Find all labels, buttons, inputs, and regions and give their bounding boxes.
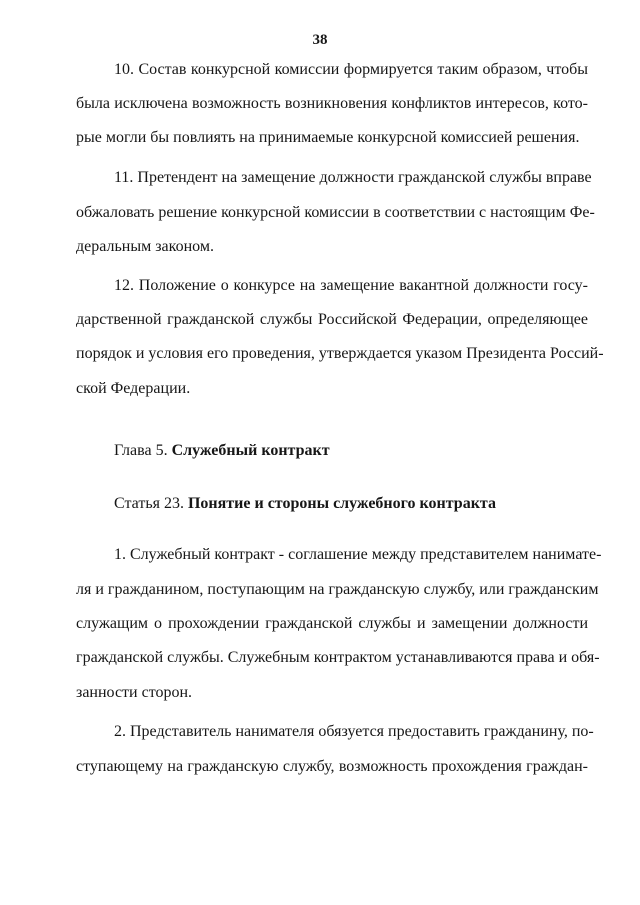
text-line: занности сторон. bbox=[76, 684, 193, 701]
text-line: 10. Состав конкурсной комиссии формируется таким образом, чтобы bbox=[114, 61, 588, 78]
text-line: гражданской службы. Служебным контрактом устанавливаются права и обя- bbox=[76, 649, 600, 666]
chapter-prefix: Глава 5. bbox=[114, 442, 168, 459]
text-line: деральным законом. bbox=[76, 238, 214, 255]
text-line: дарственной гражданской службы Российской Федерации, определяющее bbox=[76, 311, 588, 328]
text-line: рые могли бы повлиять на принимаемые конкурсной комиссией решения. bbox=[76, 129, 580, 146]
page-number: 38 bbox=[312, 32, 328, 48]
article-heading bbox=[114, 494, 588, 514]
text-line: порядок и условия его проведения, утверждается указом Президента Россий- bbox=[76, 345, 604, 362]
text-line: ля и гражданином, поступающим на гражданскую службу, или гражданским bbox=[76, 581, 599, 598]
article-title: Понятие и стороны служебного контракта bbox=[187, 495, 496, 512]
chapter-heading bbox=[114, 441, 588, 461]
text-line: обжаловать решение конкурсной комиссии в соответствии с настоящим Фе- bbox=[76, 204, 595, 221]
text-line: ступающему на гражданскую службу, возможность прохождения граждан- bbox=[76, 758, 588, 775]
text-line: 2. Представитель нанимателя обязуется предоставить гражданину, по- bbox=[114, 723, 594, 740]
chapter-title: Служебный контракт bbox=[171, 442, 330, 459]
text-line: ской Федерации. bbox=[76, 380, 191, 397]
article-prefix: Статья 23. bbox=[114, 495, 184, 512]
text-line: 12. Положение о конкурсе на замещение вакантной должности госу- bbox=[114, 277, 588, 294]
text-line: была исключена возможность возникновения конфликтов интересов, кото- bbox=[76, 95, 588, 112]
text-line: 1. Служебный контракт - соглашение между представителем нанимате- bbox=[114, 546, 602, 563]
text-line: 11. Претендент на замещение должности гражданской службы вправе bbox=[114, 169, 592, 186]
text-line: служащим о прохождении гражданской службы и замещении должности bbox=[76, 615, 588, 632]
